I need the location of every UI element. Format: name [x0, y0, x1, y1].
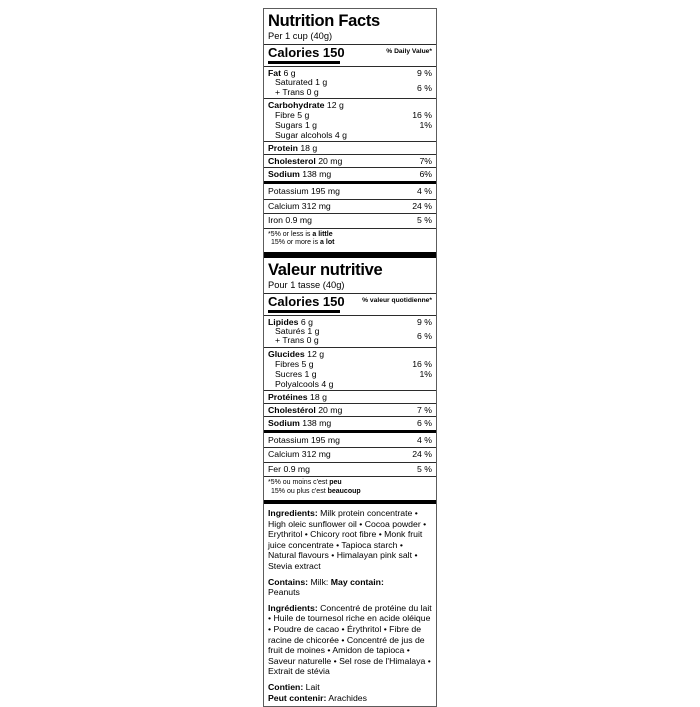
footnote-text: *5% ou moins c'est	[268, 479, 330, 487]
divider	[264, 213, 436, 214]
title-fr: Valeur nutritive	[268, 260, 383, 279]
nutrient-row-sugar-alcohols-fr	[268, 379, 432, 389]
nutrient-row-sugars-fr	[268, 369, 432, 379]
nutrient-amount: 138 mg	[299, 417, 332, 428]
contains-label: Contains:	[268, 576, 309, 587]
may-contain-text: Peanuts	[268, 587, 300, 598]
nutrient-amount: 20 mg	[315, 156, 343, 167]
nutrition-facts-label	[263, 8, 437, 707]
calories-value-fr: Calories 150	[268, 293, 345, 309]
panel-ingredients	[264, 504, 436, 706]
nutrient-row-sugar-alcohols-en	[268, 130, 432, 140]
calories-row-fr	[268, 295, 432, 309]
ingredients-label-en: Ingredients:	[268, 508, 318, 518]
nutrient-dv: 4 %	[417, 434, 432, 445]
panel-french	[264, 258, 436, 501]
nutrient-name: Fibres 5 g	[275, 358, 314, 369]
contient-label: Contien:	[268, 681, 304, 692]
nutrient-name: Sugar alcohols 4 g	[275, 130, 347, 141]
nutrient-dv: 1%	[419, 368, 432, 379]
nutrient-row-protein-en	[268, 143, 432, 153]
calories-underline-bar	[268, 61, 340, 64]
contains-en	[268, 577, 432, 598]
nutrient-name: Calcium 312 mg	[268, 200, 331, 211]
divider	[264, 228, 436, 229]
footnote-text: *5% or less is	[268, 230, 313, 238]
nutrient-row-iron-en	[268, 215, 432, 227]
nutrient-name: Fibre 5 g	[275, 110, 310, 121]
divider	[264, 476, 436, 477]
nutrient-dv: 16 %	[412, 110, 432, 121]
nutrient-row-potassium-en	[268, 186, 432, 198]
nutrient-name: Fer 0.9 mg	[268, 463, 311, 474]
daily-value-header-en: % Daily Value*	[386, 48, 432, 55]
nutrient-amount: 20 mg	[315, 404, 343, 415]
nutrient-row-saturated-trans-en	[268, 78, 432, 97]
nutrient-row-calcium-en	[268, 201, 432, 213]
divider	[264, 416, 436, 417]
ingredients-en	[268, 508, 432, 572]
nutrient-name: Carbohydrate	[268, 100, 325, 111]
nutrient-amount: 18 g	[297, 143, 318, 154]
footnote-bold: peu	[329, 479, 342, 487]
nutrient-row-fat-fr	[268, 317, 432, 327]
divider	[264, 315, 436, 316]
nutrient-name: + Trans 0 g	[275, 335, 319, 346]
divider	[264, 98, 436, 99]
nutrient-amount: 12 g	[324, 100, 344, 111]
thick-divider	[264, 181, 436, 184]
thick-divider	[264, 430, 436, 433]
nutrient-amount: 18 g	[307, 391, 327, 402]
nutrient-dv: 7 %	[417, 404, 432, 415]
nutrient-row-carbohydrate-en	[268, 100, 432, 110]
nutrient-row-calcium-fr	[268, 449, 432, 461]
nutrient-name: Calcium 312 mg	[268, 449, 331, 460]
nutrient-amount: 6 g	[281, 68, 296, 78]
nutrient-name: Fat	[268, 68, 282, 78]
nutrient-row-sodium-fr	[268, 418, 432, 428]
calories-row-en	[268, 46, 432, 60]
divider	[264, 403, 436, 404]
divider	[264, 141, 436, 142]
nutrient-dv: 24 %	[412, 200, 432, 211]
divider	[264, 167, 436, 168]
nutrient-row-carbohydrate-fr	[268, 349, 432, 359]
nutrient-dv: 6 %	[417, 331, 432, 342]
nutrient-name: Sugars 1 g	[275, 120, 318, 131]
nutrient-name: Polyalcools 4 g	[275, 378, 334, 389]
nutrient-row-cholesterol-en	[268, 156, 432, 166]
contient-text: Lait	[303, 681, 320, 692]
footnote-fr	[268, 479, 432, 498]
footnote-bold: beaucoup	[327, 487, 361, 495]
nutrient-name: Saturés 1 g	[275, 325, 320, 336]
peut-contenir-text: Arachides	[326, 692, 367, 703]
nutrient-name: + Trans 0 g	[275, 86, 319, 97]
nutrient-dv: 5 %	[417, 463, 432, 474]
nutrient-dv: 6 %	[417, 82, 432, 93]
nutrient-dv: 5 %	[417, 215, 432, 226]
nutrient-dv: 9 %	[417, 316, 432, 327]
nutrient-row-fibre-fr	[268, 359, 432, 369]
ingredients-label-fr: Ingrédients:	[268, 602, 318, 613]
daily-value-header-fr: % valeur quotidienne*	[362, 296, 432, 304]
peut-contenir-label: Peut contenir:	[268, 692, 327, 703]
nutrient-dv: 6%	[419, 169, 432, 180]
nutrient-dv: 4 %	[417, 186, 432, 197]
title-en: Nutrition Facts	[268, 12, 380, 30]
nutrient-amount: 6 g	[298, 316, 313, 327]
serving-size-en: Per 1 cup (40g)	[268, 31, 333, 41]
footnote-text: 15% or more is	[271, 239, 321, 247]
nutrient-name: Lipides	[268, 316, 299, 327]
divider	[264, 462, 436, 463]
serving-size-fr: Pour 1 tasse (40g)	[268, 279, 345, 290]
nutrient-name: Sucres 1 g	[275, 368, 317, 379]
nutrient-row-cholesterol-fr	[268, 405, 432, 415]
nutrient-name: Sodium	[268, 417, 300, 428]
nutrient-dv: 16 %	[412, 358, 432, 369]
nutrient-row-potassium-fr	[268, 435, 432, 447]
footnote-bold: a lot	[320, 239, 335, 247]
nutrient-name: Cholesterol	[268, 156, 316, 167]
nutrient-dv: 9 %	[417, 68, 432, 78]
divider	[264, 447, 436, 448]
nutrient-name: Protein	[268, 143, 298, 154]
panel-english	[264, 9, 436, 252]
nutrient-row-iron-fr	[268, 464, 432, 476]
ingredients-fr	[268, 603, 432, 677]
nutrient-name: Saturated 1 g	[275, 77, 328, 87]
calories-underline-bar	[268, 310, 340, 313]
nutrient-name: Glucides	[268, 348, 305, 359]
nutrient-name: Protéines	[268, 391, 308, 402]
calories-value-en: Calories 150	[268, 45, 345, 60]
ingredients-text-en: Milk protein concentrate • High oleic sunflower oil • Cocoa powder • Erythritol • Chicory root fibre • Monk fruit juice concentrate • Tapioca starch • Natural flavours • Himalayan pink salt • Stevia extract	[268, 508, 427, 571]
footnote-en	[268, 231, 432, 250]
divider	[264, 199, 436, 200]
nutrient-amount: 12 g	[304, 348, 325, 359]
footnote-text: 15% ou plus c'est	[271, 487, 328, 495]
nutrient-dv: 7%	[419, 156, 432, 167]
nutrient-row-protein-fr	[268, 392, 432, 402]
nutrient-name: Potassium 195 mg	[268, 186, 340, 197]
nutrient-row-sodium-en	[268, 169, 432, 179]
nutrient-amount: 138 mg	[299, 169, 332, 180]
nutrient-name: Cholestérol	[268, 404, 316, 415]
nutrient-row-sugars-en	[268, 120, 432, 130]
nutrient-row-saturated-trans-fr	[268, 327, 432, 346]
nutrient-dv: 24 %	[412, 449, 432, 460]
divider	[264, 154, 436, 155]
nutrient-name: Sodium	[268, 169, 300, 180]
nutrient-row-fibre-en	[268, 110, 432, 120]
contains-text: Milk:	[308, 576, 331, 587]
ingredients-text-fr: Concentré de protéine du lait • Huile de tournesol riche en acide oléique • Poudre de cacao • Érythritol • Fibre de racine de chicorée • Concentré de jus de fruit de moines • Amidon de tapioca • Saveur naturelle • Sel rose de l'Himalaya • Extrait de stévia	[268, 602, 432, 677]
nutrient-name: Potassium 195 mg	[268, 434, 340, 445]
divider	[264, 66, 436, 67]
nutrient-dv: 6 %	[417, 417, 432, 428]
nutrient-name: Iron 0.9 mg	[268, 215, 312, 226]
footnote-bold: a little	[312, 230, 333, 238]
nutrient-dv: 1%	[419, 120, 432, 131]
may-contain-label: May contain:	[330, 576, 384, 587]
divider	[264, 390, 436, 391]
divider	[264, 347, 436, 348]
